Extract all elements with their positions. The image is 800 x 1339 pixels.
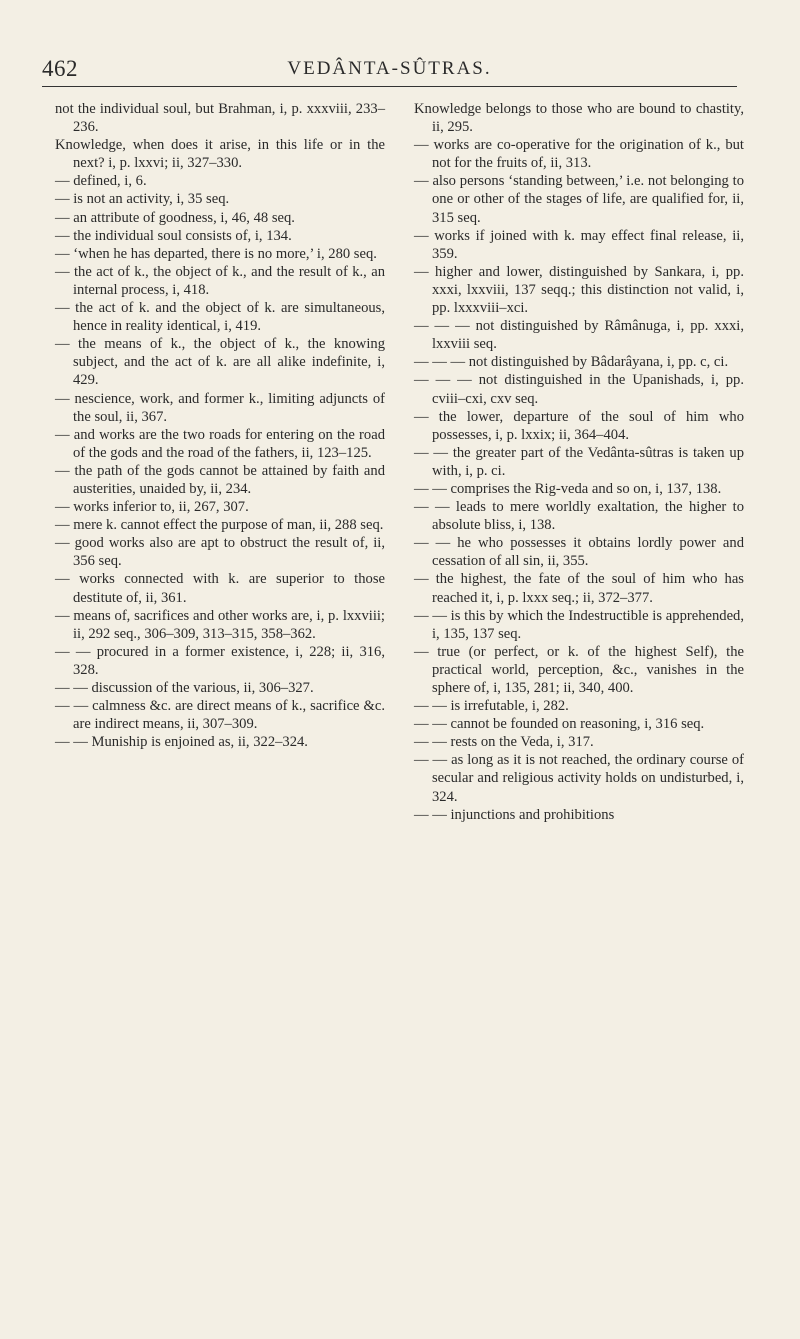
index-entry: — means of, sacrifices and other works are, i, p. lxxviii; ii, 292 seq., 306–309, 313–315, 358–362.: [55, 607, 385, 642]
index-entry: — — injunctions and prohibitions: [414, 806, 615, 823]
index-entry: — is not an activity, i, 35 seq.: [55, 191, 230, 208]
index-entry: — defined, i, 6.: [55, 173, 147, 190]
index-entry: — higher and lower, distinguished by Sankara, i, pp. xxxi, lxxviii, 137 seqq.; this distinction not valid, i, pp. lxxxviii–xci.: [414, 263, 744, 317]
index-entry: — an attribute of goodness, i, 46, 48 seq.: [55, 209, 295, 226]
index-entry: — works connected with k. are superior to those destitute of, ii, 361.: [55, 571, 385, 606]
index-entry: Knowledge, when does it arise, in this life or in the next? i, p. lxxvi; ii, 327–330.: [55, 137, 385, 172]
index-entry: — — as long as it is not reached, the ordinary course of secular and religious activity holds on undisturbed, i, 324.: [414, 752, 744, 805]
index-entry: — the path of the gods cannot be attained by faith and austerities, unaided by, ii, 234.: [55, 462, 385, 497]
index-entry: — — rests on the Veda, i, 317.: [414, 734, 594, 751]
index-entry: not the individual soul, but Brahman, i, p. xxxviii, 233–236.: [55, 101, 385, 136]
index-entry: — — discussion of the various, ii, 306–327.: [55, 680, 314, 696]
index-entry: — — is irrefutable, i, 282.: [414, 698, 569, 715]
index-entry: — — the greater part of the Vedânta-sûtras is taken up with, i, p. ci.: [414, 444, 744, 479]
index-entry: — — — not distinguished by Bâdarâyana, i, pp. c, ci.: [414, 354, 729, 371]
index-entry: — mere k. cannot effect the purpose of man, ii, 288 seq.: [55, 517, 384, 534]
index-entry: — works if joined with k. may effect final release, ii, 359.: [414, 227, 744, 262]
index-entry: — the highest, the fate of the soul of him who has reached it, i, p. lxxx seq.; ii, 372–377.: [414, 571, 744, 606]
index-entry: — the means of k., the object of k., the knowing subject, and the act of k. are all alike indefinite, i, 429.: [55, 336, 385, 389]
page-number: 462: [42, 56, 78, 81]
index-entry: — — — not distinguished by Râmânuga, i, pp. xxxi, lxxviii seq.: [414, 318, 744, 353]
index-entry: — true (or perfect, or k. of the highest Self), the practical world, perception, &c., vanishes in the sphere of, i, 135, 281; ii, 340, 400.: [414, 643, 744, 696]
index-entry: — nescience, work, and former k., limiting adjuncts of the soul, ii, 367.: [55, 390, 385, 425]
index-column-right: [414, 100, 744, 824]
index-entry: — works inferior to, ii, 267, 307.: [55, 499, 249, 516]
index-entry: — — — not distinguished in the Upanishads, i, pp. cviii–cxi, cxv seq.: [414, 372, 744, 407]
index-entry: — and works are the two roads for entering on the road of the gods and the road of the fathers, ii, 123–125.: [55, 426, 385, 461]
index-entry: — the lower, departure of the soul of him who possesses, i, p. lxxix; ii, 364–404.: [414, 408, 744, 443]
index-entry: — — he who possesses it obtains lordly power and cessation of all sin, ii, 355.: [414, 535, 744, 570]
index-entry: — — leads to mere worldly exaltation, the higher to absolute bliss, i, 138.: [414, 499, 744, 534]
index-entry: — the act of k. and the object of k. are simultaneous, hence in reality identical, i, 419.: [55, 300, 385, 335]
index-entry: — works are co-operative for the origination of k., but not for the fruits of, ii, 313.: [414, 137, 744, 172]
index-entry: — — is this by which the Indestructible is apprehended, i, 135, 137 seq.: [414, 607, 744, 642]
index-entry: — the act of k., the object of k., and the result of k., an internal process, i, 418.: [55, 263, 385, 298]
index-entry: — — cannot be founded on reasoning, i, 316 seq.: [414, 716, 705, 733]
index-entry: — — Muniship is enjoined as, ii, 322–324.: [55, 734, 308, 751]
page-header: [42, 56, 737, 87]
index-entry: — the individual soul consists of, i, 134.: [55, 227, 292, 244]
index-entry: — also persons ‘standing between,’ i.e. not belonging to one or other of the stages of life, are qualified for, ii, 315 seq.: [414, 173, 744, 226]
index-entry: — — comprises the Rig-veda and so on, i, 137, 138.: [414, 480, 722, 497]
running-title: VEDÂNTA-SÛTRAS.: [287, 58, 492, 79]
index-entry: — ‘when he has departed, there is no more,’ i, 280 seq.: [55, 245, 377, 262]
index-column-left: [55, 100, 385, 751]
index-entry: — — calmness &c. are direct means of k., sacrifice &c. are indirect means, ii, 307–309.: [55, 698, 385, 733]
index-entry: Knowledge belongs to those who are bound to chastity, ii, 295.: [414, 101, 744, 136]
index-entry: — good works also are apt to obstruct the result of, ii, 356 seq.: [55, 535, 385, 570]
index-entry: — — procured in a former existence, i, 228; ii, 316, 328.: [55, 643, 385, 678]
